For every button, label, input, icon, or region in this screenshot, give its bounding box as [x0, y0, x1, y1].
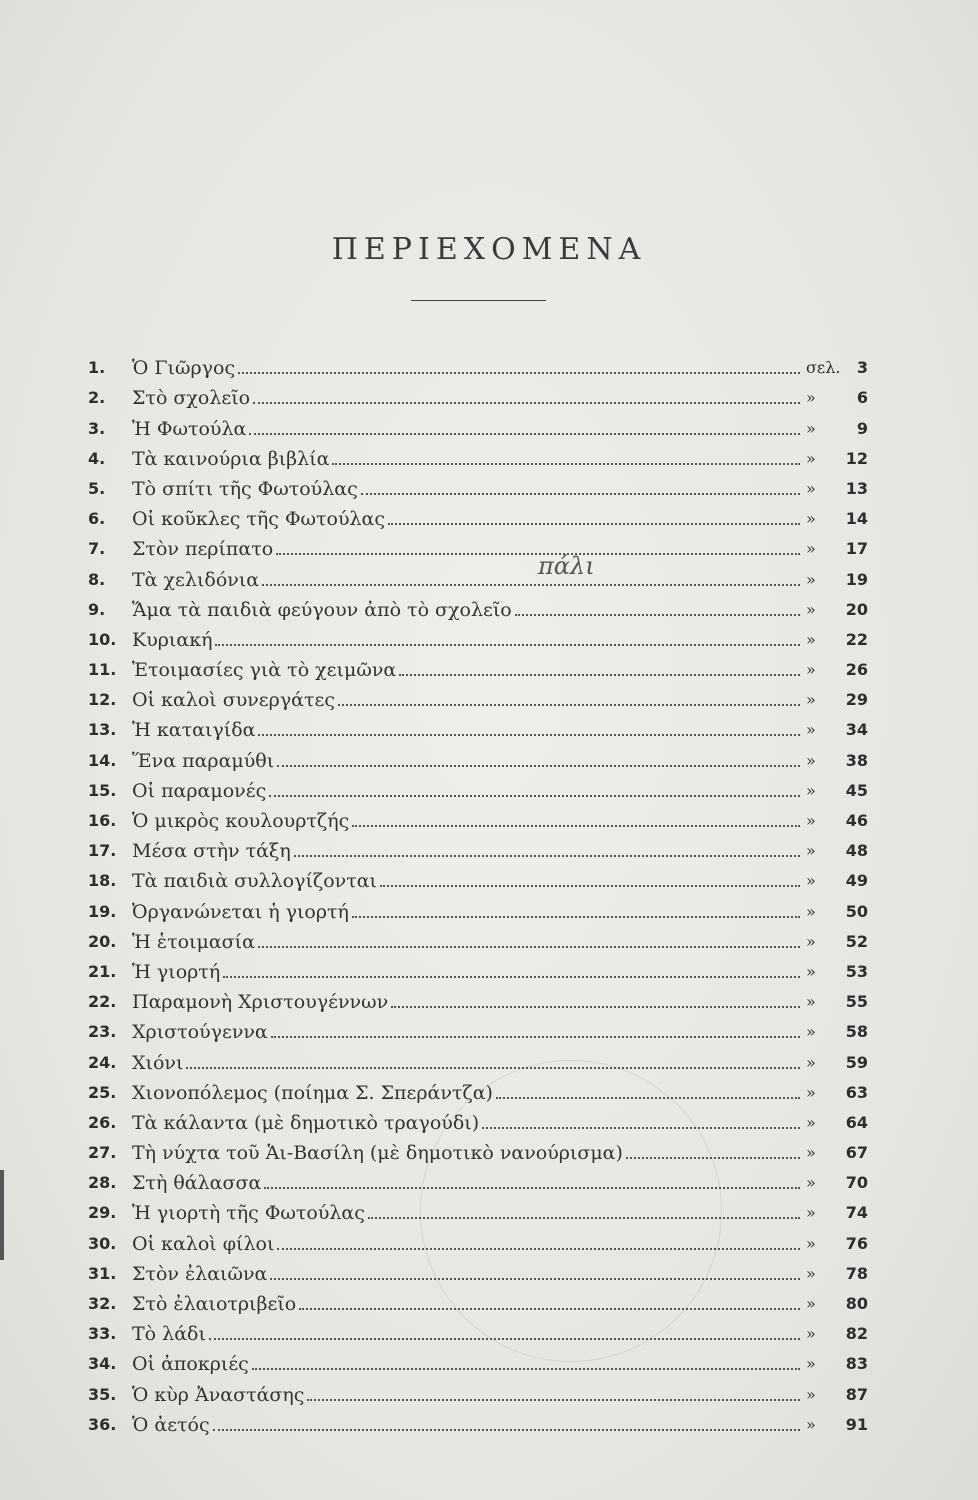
toc-entry [88, 441, 868, 471]
toc-entry [88, 1256, 868, 1286]
entry-title: Χιόνι [132, 1051, 184, 1074]
dot-leader [299, 1308, 800, 1310]
page-number: 20 [845, 599, 868, 619]
entry-page-ref [806, 1111, 868, 1135]
entry-number: 15. [88, 780, 117, 800]
dot-leader [626, 1157, 800, 1159]
page-mark: » [806, 992, 816, 1012]
entry-page-ref [806, 477, 868, 501]
entry-title: Ὁ κὺρ Ἀναστάσης [132, 1383, 305, 1406]
toc-entry [88, 1075, 868, 1105]
entry-number: 2. [88, 388, 106, 408]
page-number: 22 [845, 629, 868, 649]
entry-title: Τὸ σπίτι τῆς Φωτούλας [132, 477, 358, 500]
entry-title: Στὸν περίπατο [132, 538, 274, 561]
page-mark: » [806, 750, 816, 770]
toc-entry [88, 380, 868, 410]
page-number: 26 [845, 660, 868, 680]
page-mark: » [806, 509, 816, 529]
toc-entry [88, 1286, 868, 1316]
entry-number: 4. [88, 448, 106, 468]
page-number: 64 [845, 1112, 868, 1132]
toc-entry [88, 1346, 868, 1376]
page-number: 34 [845, 720, 868, 740]
dot-leader [264, 1187, 800, 1189]
dot-leader [352, 916, 800, 918]
entry-page-ref [806, 1201, 868, 1225]
entry-number: 26. [88, 1112, 117, 1132]
entry-number: 20. [88, 931, 117, 951]
page-mark: » [806, 539, 816, 559]
entry-number: 10. [88, 629, 117, 649]
entry-title: Στὸν ἐλαιῶνα [132, 1262, 268, 1285]
page-number: 55 [845, 992, 868, 1012]
page-mark: » [806, 720, 816, 740]
entry-number: 32. [88, 1294, 117, 1313]
entry-title: Ἡ Φωτούλα [132, 417, 247, 440]
entry-page-ref [806, 447, 868, 471]
entry-number: 12. [88, 690, 117, 710]
entry-page-ref [806, 628, 868, 652]
entry-title: Στὸ ἐλαιοτριβεῖο [132, 1293, 297, 1315]
toc-entry [88, 863, 868, 893]
dot-leader [399, 674, 800, 676]
entry-page-ref [806, 960, 868, 984]
entry-title: Ὀργανώνεται ἡ γιορτή [132, 900, 349, 923]
entry-page-ref [806, 658, 868, 682]
page-mark: » [806, 1052, 816, 1072]
entry-title: Ἕνα παραμύθι [132, 749, 275, 772]
page-number: 70 [845, 1173, 868, 1193]
entry-number: 13. [88, 720, 117, 740]
entry-title: Ἑτοιμασίες γιὰ τὸ χειμῶνα [132, 659, 397, 682]
toc-entry [88, 954, 868, 984]
page-number: 63 [845, 1082, 868, 1102]
entry-number: 35. [88, 1384, 117, 1404]
entry-page-ref [806, 1051, 868, 1075]
entry-page-ref [806, 417, 868, 441]
entry-number: 31. [88, 1263, 117, 1283]
toc-entry [88, 773, 868, 803]
dot-leader [368, 1217, 800, 1219]
entry-number: 7. [88, 539, 106, 559]
page-mark: » [806, 629, 816, 649]
entry-number: 28. [88, 1173, 117, 1193]
page-number: 49 [845, 871, 868, 891]
entry-number: 36. [88, 1414, 117, 1434]
toc-entry [88, 561, 868, 591]
entry-number: 25. [88, 1082, 117, 1102]
entry-page-ref [806, 1171, 868, 1195]
entry-page-ref [806, 1141, 868, 1165]
page-mark: » [806, 1203, 816, 1223]
entry-title: Παραμονὴ Χριστουγέννων [132, 991, 389, 1014]
dot-leader [213, 1429, 800, 1431]
page-number: 12 [845, 448, 868, 468]
entry-page-ref [806, 598, 868, 622]
entry-title: Οἱ κοῦκλες τῆς Φωτούλας [132, 508, 386, 531]
dot-leader [249, 433, 800, 435]
page-number: 45 [845, 780, 868, 800]
entry-number: 16. [88, 811, 117, 830]
dot-leader [388, 523, 800, 525]
entry-title: Μέσα στὴν τάξη [132, 840, 291, 863]
page-mark: » [806, 1233, 816, 1253]
dot-leader [482, 1127, 800, 1129]
entry-title: Χριστούγεννα [132, 1021, 268, 1044]
table-of-contents [88, 350, 868, 1437]
entry-number: 33. [88, 1324, 117, 1344]
entry-page-ref [806, 749, 868, 773]
page-number: 19 [845, 569, 868, 589]
dot-leader [277, 765, 800, 767]
dot-leader [361, 493, 800, 495]
dot-leader [496, 1097, 800, 1099]
dot-leader [271, 1036, 800, 1038]
page-number: 14 [845, 509, 868, 529]
entry-number: 11. [88, 660, 117, 680]
entry-page-ref [806, 990, 868, 1014]
toc-entry [88, 1014, 868, 1044]
page-mark: » [806, 448, 816, 468]
page-mark: » [806, 780, 816, 800]
toc-entry [88, 410, 868, 440]
entry-page-ref [806, 537, 868, 561]
entry-number: 23. [88, 1022, 117, 1042]
page-mark: » [806, 1294, 816, 1313]
toc-entry [88, 803, 868, 833]
entry-title: Στὸ σχολεῖο [132, 387, 251, 410]
page-mark: » [806, 478, 816, 498]
dot-leader [238, 372, 800, 374]
entry-page-ref [806, 718, 868, 742]
entry-page-ref [806, 507, 868, 531]
dot-leader [276, 553, 800, 555]
page-mark: » [806, 1354, 816, 1374]
page-mark: » [806, 841, 816, 861]
toc-entry [88, 350, 868, 380]
toc-entry [88, 622, 868, 652]
page-mark: » [806, 1414, 816, 1434]
toc-entry [88, 1135, 868, 1165]
entry-page-ref [806, 839, 868, 863]
dot-leader [380, 885, 800, 887]
page-number: 9 [856, 418, 868, 438]
dot-leader [258, 946, 800, 948]
entry-number: 17. [88, 841, 117, 861]
page-number: 80 [845, 1294, 868, 1313]
page-number: 3 [856, 358, 868, 378]
entry-page-ref [806, 930, 868, 954]
toc-entry [88, 1376, 868, 1406]
page-mark: » [806, 1143, 816, 1163]
page-mark: » [806, 660, 816, 680]
page-mark: » [806, 811, 816, 830]
toc-entry [88, 592, 868, 622]
page-number: 53 [845, 961, 868, 981]
entry-number: 24. [88, 1052, 117, 1072]
entry-title: Τὰ χελιδόνια [132, 568, 260, 591]
toc-entry [88, 1044, 868, 1074]
dot-leader [270, 1278, 800, 1280]
page-number: 78 [845, 1263, 868, 1283]
entry-page-ref [806, 1383, 868, 1407]
page-number: 52 [845, 931, 868, 951]
page-number: 76 [845, 1233, 868, 1253]
page-number: 67 [845, 1143, 868, 1163]
entry-page-ref [806, 869, 868, 893]
entry-page-ref [806, 386, 868, 410]
page-number: 58 [845, 1022, 868, 1042]
page-mark: » [806, 388, 816, 408]
dot-leader [215, 644, 800, 646]
page-mark: » [806, 1173, 816, 1193]
toc-entry [88, 531, 868, 561]
dot-leader [352, 825, 800, 827]
dot-leader [391, 1006, 800, 1008]
page-mark: » [806, 599, 816, 619]
dot-leader [253, 402, 800, 404]
handwritten-note: πάλι [538, 552, 595, 580]
page-number: 13 [845, 478, 868, 498]
page-number: 17 [845, 539, 868, 559]
entry-page-ref [806, 1352, 868, 1376]
toc-entry [88, 712, 868, 742]
toc-entry [88, 1165, 868, 1195]
entry-page-ref [806, 1413, 868, 1437]
entry-page-ref [806, 688, 868, 712]
page-mark: » [806, 931, 816, 951]
dot-leader [209, 1338, 800, 1340]
page-number: 46 [845, 811, 868, 830]
entry-title: Τὸ λάδι [132, 1323, 206, 1346]
dot-leader [223, 976, 800, 978]
entry-title: Τὴ νύχτα τοῦ Ἁι-Βασίλη (μὲ δημοτικὸ νανούρισμα) [132, 1142, 623, 1165]
dot-leader [186, 1067, 800, 1069]
dot-leader [294, 855, 800, 857]
entry-page-ref [806, 900, 868, 924]
page-number: 48 [845, 841, 868, 861]
toc-entry [88, 682, 868, 712]
toc-entry [88, 1225, 868, 1255]
entry-page-ref [806, 779, 868, 803]
entry-number: 6. [88, 509, 106, 529]
entry-title: Ἡ καταιγίδα [132, 719, 256, 742]
toc-entry [88, 833, 868, 863]
page-number: 91 [845, 1414, 868, 1434]
dot-leader [269, 795, 800, 797]
entry-number: 21. [88, 961, 117, 981]
entry-number: 29. [88, 1203, 117, 1223]
entry-title: Οἱ καλοὶ συνεργάτες [132, 689, 336, 712]
entry-title: Ἡ γιορτή [132, 960, 221, 983]
page-mark: » [806, 1082, 816, 1102]
page-mark: » [806, 901, 816, 921]
entry-title: Ἡ ἑτοιμασία [132, 930, 255, 953]
page-number: 50 [845, 901, 868, 921]
entry-title: Κυριακή [132, 628, 213, 651]
entry-title: Ὁ ἀετός [132, 1413, 210, 1436]
dot-leader [262, 584, 800, 586]
dot-leader [307, 1399, 800, 1401]
page-mark: » [806, 1324, 816, 1344]
toc-entry [88, 1105, 868, 1135]
margin-mark [0, 1170, 4, 1260]
entry-number: 9. [88, 599, 106, 619]
entry-title: Χιονοπόλεμος (ποίημα Σ. Σπεράντζα) [132, 1081, 493, 1104]
dot-leader [332, 463, 800, 465]
page-mark: » [806, 871, 816, 891]
page-number: 59 [845, 1052, 868, 1072]
page-number: 87 [845, 1384, 868, 1404]
entry-title: Οἱ καλοὶ φίλοι [132, 1232, 275, 1255]
entry-page-ref [806, 568, 868, 592]
toc-entry [88, 652, 868, 682]
entry-title: Ὁ μικρὸς κουλουρτζής [132, 810, 350, 832]
dot-leader [515, 614, 800, 616]
entry-number: 14. [88, 750, 117, 770]
entry-number: 30. [88, 1233, 117, 1253]
dot-leader [252, 1368, 800, 1370]
dot-leader [258, 734, 800, 736]
page-title: ΠΕΡΙΕΧΟΜΕΝΑ [331, 232, 647, 267]
entry-title: Οἱ παραμονές [132, 779, 267, 802]
entry-number: 8. [88, 569, 106, 589]
entry-title: Τὰ παιδιὰ συλλογίζονται [132, 870, 377, 893]
page-number: 74 [845, 1203, 868, 1223]
entry-number: 22. [88, 992, 117, 1012]
page-mark: σελ. [806, 358, 841, 378]
page-mark: » [806, 569, 816, 589]
entry-page-ref [806, 1081, 868, 1105]
entry-page-ref [806, 1020, 868, 1044]
toc-entry [88, 742, 868, 772]
entry-title: Τὰ καινούρια βιβλία [132, 447, 330, 470]
entry-number: 3. [88, 418, 106, 438]
page-mark: » [806, 1112, 816, 1132]
entry-title: Ὁ Γιῶργος [132, 357, 236, 380]
entry-title: Οἱ ἀποκριές [132, 1353, 249, 1376]
entry-page-ref [806, 1232, 868, 1256]
page-number: 29 [845, 690, 868, 710]
page-number: 38 [845, 750, 868, 770]
entry-page-ref [806, 1322, 868, 1346]
entry-page-ref [806, 809, 868, 833]
page-mark: » [806, 1263, 816, 1283]
entry-number: 27. [88, 1143, 117, 1163]
entry-title: Τὰ κάλαντα (μὲ δημοτικὸ τραγούδι) [132, 1111, 480, 1134]
entry-title: Ἅμα τὰ παιδιὰ φεύγουν ἀπὸ τὸ σχολεῖο [132, 598, 512, 621]
entry-number: 19. [88, 901, 117, 921]
toc-entry [88, 1407, 868, 1437]
entry-page-ref [806, 356, 868, 380]
toc-entry [88, 501, 868, 531]
page-mark: » [806, 690, 816, 710]
toc-entry [88, 893, 868, 923]
dot-leader [338, 704, 800, 706]
entry-number: 18. [88, 871, 117, 891]
page-number: 83 [845, 1354, 868, 1374]
entry-page-ref [806, 1292, 868, 1316]
page-mark: » [806, 1384, 816, 1404]
page-mark: » [806, 961, 816, 981]
toc-entry [88, 924, 868, 954]
entry-title: Ἡ γιορτὴ τῆς Φωτούλας [132, 1202, 365, 1225]
page-number: 6 [856, 388, 868, 408]
entry-number: 5. [88, 478, 106, 498]
page-mark: » [806, 1022, 816, 1042]
page-number: 82 [845, 1324, 868, 1344]
entry-number: 34. [88, 1354, 117, 1374]
title-divider [411, 300, 546, 301]
page-mark: » [806, 418, 816, 438]
toc-entry [88, 1316, 868, 1346]
entry-title: Στὴ θάλασσα [132, 1172, 262, 1195]
dot-leader [277, 1248, 800, 1250]
entry-page-ref [806, 1262, 868, 1286]
toc-entry [88, 471, 868, 501]
entry-number: 1. [88, 358, 106, 378]
toc-entry [88, 984, 868, 1014]
toc-entry [88, 1195, 868, 1225]
